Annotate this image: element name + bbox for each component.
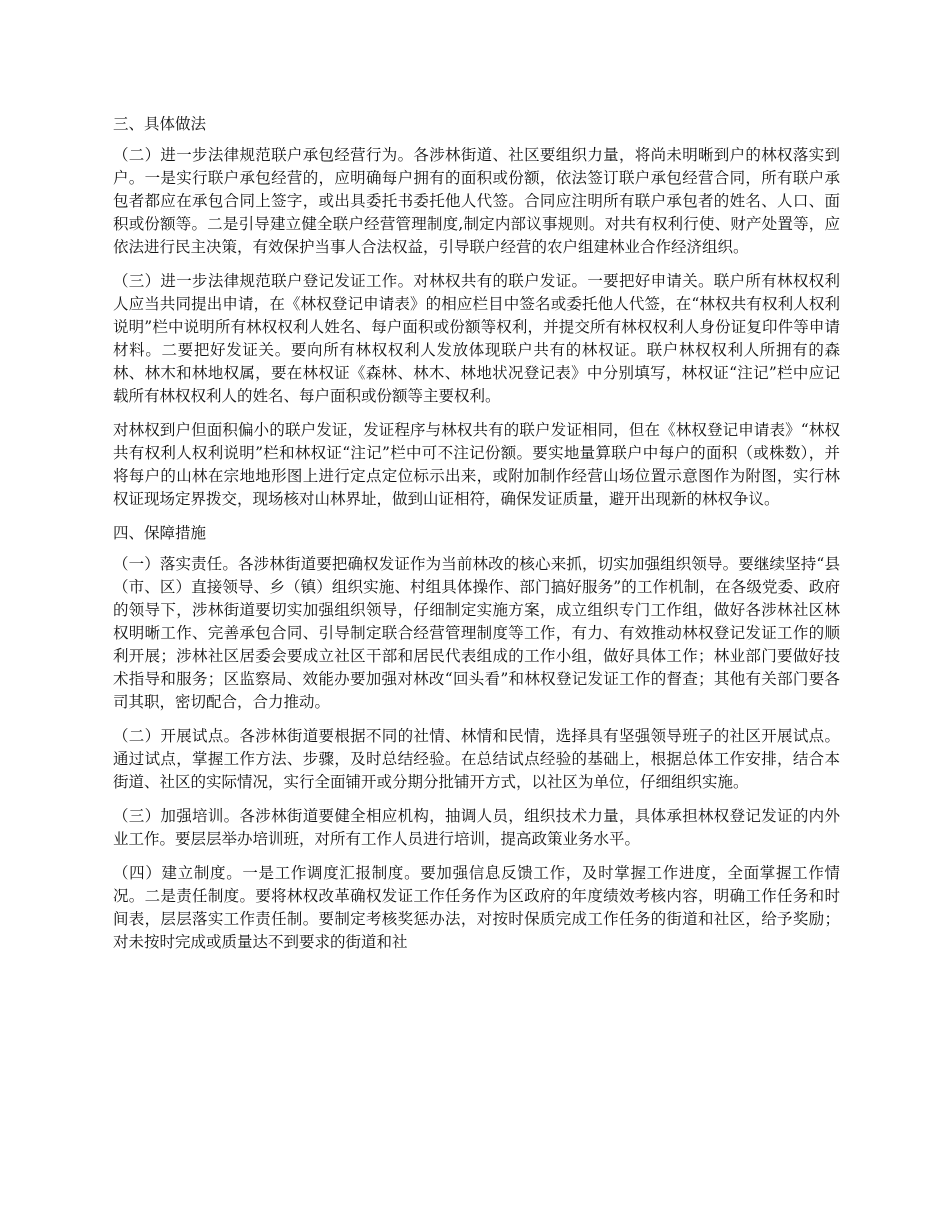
paragraph-small-area-joint-certification: 对林权到户但面积偏小的联户发证，发证程序与林权共有的联户发证相同，但在《林权登记申请表》“林权共有权利人权利说明”栏和林权证“注记”栏中可不注记份额。要实地量算联户中每户的面积（或株数），并将每户的山林在宗地地形图上进行定点定位标示出来，或附加制作经营山场位置示意图作为附图，实行林权证现场定界拨交，现场核对山林界址，做到山证相符，确保发证质量，避开出现新的林权争议。 [113,421,840,508]
paragraph-joint-contract-management: （二）进一步法律规范联户承包经营行为。各涉林街道、社区要组织力量，将尚未明晰到户的林权落实到户。一是实行联户承包经营的，应明确每户拥有的面积或份额，依法签订联户承包经营合同，所有联户承包者都应在承包合同上签字，或出具委托书委托他人代签。合同应注明所有联户承包者的姓名、人口、面积或份额等。二是引导建立健全联户经营管理制度,制定内部议事规则。对共有权利行使、财产处置等，应依法进行民主决策，有效保护当事人合法权益，引导联户经营的农户组建林业合作经济组织。 [113,146,840,256]
paragraph-joint-registration-certification: （三）进一步法律规范联户登记发证工作。对林权共有的联户发证。一要把好申请关。联户所有林权权利人应当共同提出申请，在《林权登记申请表》的相应栏目中签名或委托他人代签，在“林权共有权利人权利说明”栏中说明所有林权权利人姓名、每户面积或份额等权利，并提交所有林权权利人身份证复印件等申请材料。二要把好发证关。要向所有林权权利人发放体现联户共有的林权证。联户林权权利人所拥有的森林、林木和林地权属，要在林权证《森林、林木、林地状况登记表》中分别填写，林权证“注记”栏中应记载所有林权权利人的姓名、每户面积或份额等主要权利。 [113,272,840,405]
section-heading-specific-methods: 三、具体做法 [113,115,207,133]
document-body [113,113,840,965]
paragraph-implement-responsibility: （一）落实责任。各涉林街道要把确权发证作为当前林改的核心来抓，切实加强组织领导。要继续坚持“县（市、区）直接领导、乡（镇）组织实施、村组具体操作、部门搞好服务”的工作机制，在各级党委、政府的领导下，涉林街道要切实加强组织领导，仔细制定实施方案，成立组织专门工作组，做好各涉林社区林权明晰工作、完善承包合同、引导制定联合经营管理制度等工作，有力、有效推动林权登记发证工作的顺利开展；涉林社区居委会要成立社区干部和居民代表组成的工作小组，做好具体工作；林业部门要做好技术指导和服务；区监察局、效能办要加强对林改“回头看”和林权登记发证工作的督查；其他有关部门要各司其职，密切配合，合力推动。 [113,555,840,711]
paragraph-carry-out-pilot: （二）开展试点。各涉林街道要根据不同的社情、林情和民情，选择具有坚强领导班子的社区开展试点。通过试点，掌握工作方法、步骤，及时总结经验。在总结试点经验的基础上，根据总体工作安排，结合本街道、社区的实际情况，实行全面铺开或分期分批铺开方式，以社区为单位，仔细组织实施。 [113,727,840,791]
paragraph-strengthen-training: （三）加强培训。各涉林街道要健全相应机构，抽调人员，组织技术力量，具体承担林权登记发证的内外业工作。要层层举办培训班，对所有工作人员进行培训，提高政策业务水平。 [113,807,840,848]
paragraph-establish-system: （四）建立制度。一是工作调度汇报制度。要加强信息反馈工作，及时掌握工作进度，全面掌握工作情况。二是责任制度。要将林权改革确权发证工作任务作为区政府的年度绩效考核内容，明确工作任务和时间表，层层落实工作责任制。要制定考核奖惩办法，对按时保质完成工作任务的街道和社区，给予奖励；对未按时完成或质量达不到要求的街道和社 [113,864,840,951]
section-heading-safeguard-measures: 四、保障措施 [113,524,207,542]
